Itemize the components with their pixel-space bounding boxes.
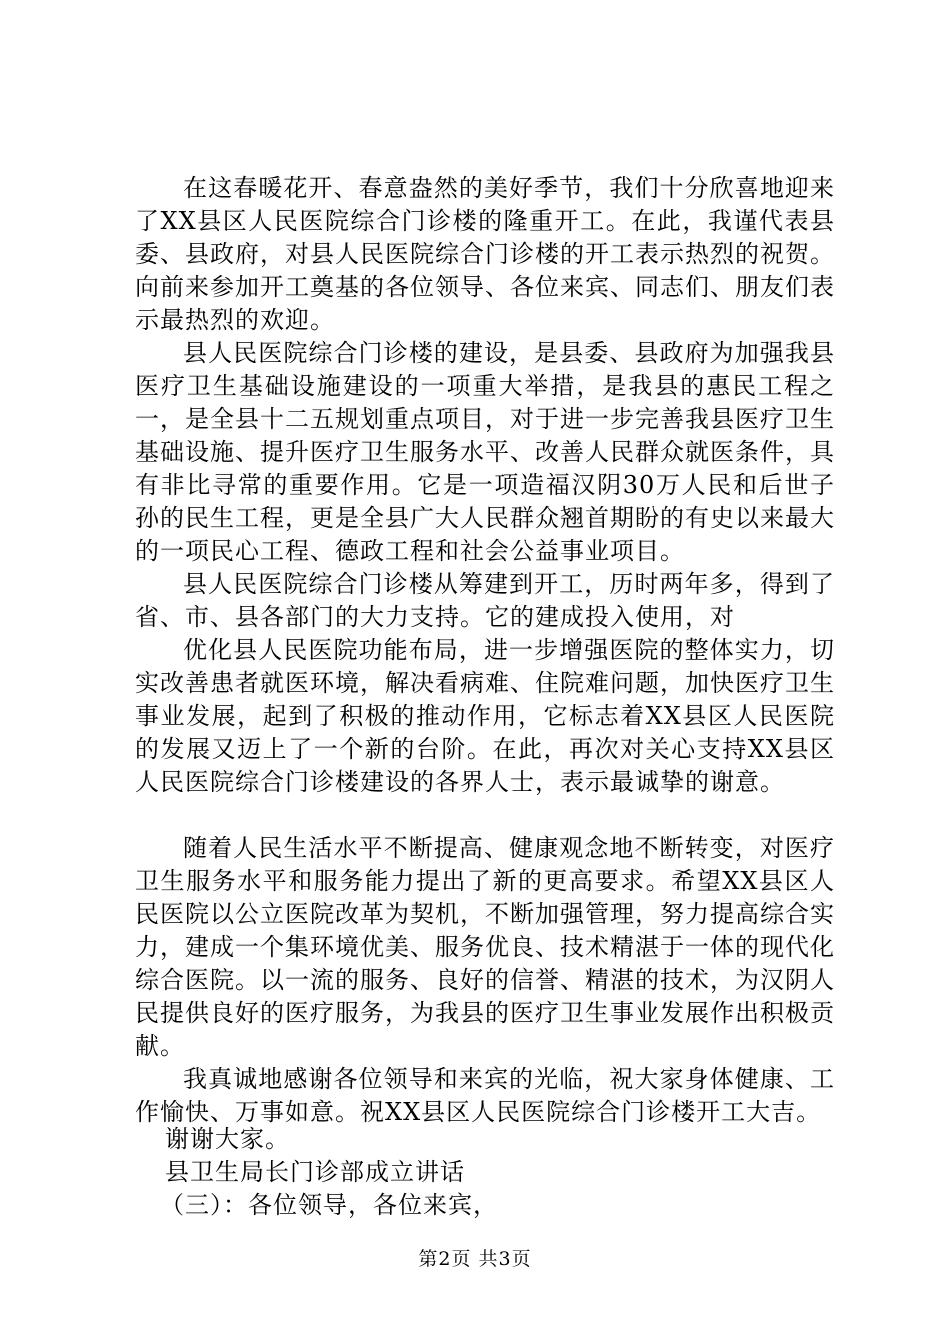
paragraph-thanks-wishes: 我真诚地感谢各位领导和来宾的光临，祝大家身体健康、工作愉快、万事如意。祝XX县区人民医院综合门诊楼开工大吉。 xyxy=(135,1065,835,1126)
paragraph-future-hopes: 随着人民生活水平不断提高、健康观念地不断转变，对医疗卫生服务水平和服务能力提出了新的更高要求。希望XX县区人民医院以公立医院改革为契机，不断加强管理，努力提高综合实力，建成一个集环境优美、服务优良、技术精湛于一体的现代化综合医院。以一流的服务、良好的信誉、精湛的技术，为汉阴人民提供良好的医疗服务，为我县的医疗卫生事业发展作出积极贡献。 xyxy=(135,834,835,1060)
page-number-footer: 第2页 共3页 xyxy=(418,1248,532,1270)
next-speech-opening: （三）：各位领导，各位来宾， xyxy=(160,1191,498,1219)
next-speech-title: 县卫生局长门诊部成立讲话 xyxy=(165,1158,465,1186)
document-body xyxy=(135,172,835,1129)
paragraph-construction-history: 县人民医院综合门诊楼从筹建到开工，历时两年多，得到了省、市、县各部门的大力支持。它的建成投入使用，对 xyxy=(135,570,835,631)
paragraph-project-significance: 县人民医院综合门诊楼的建设，是县委、县政府为加强我县医疗卫生基础设施建设的一项重大举措，是我县的惠民工程之一，是全县十二五规划重点项目，对于进一步完善我县医疗卫生基础设施、提升医疗卫生服务水平、改善人民群众就医条件，具有非比寻常的重要作用。它是一项造福汉阴30万人民和后世子孙的民生工程，更是全县广大人民群众翘首期盼的有史以来最大的一项民心工程、德政工程和社会公益事业项目。 xyxy=(135,339,835,565)
paragraph-hospital-development: 优化县人民医院功能布局，进一步增强医院的整体实力，切实改善患者就医环境，解决看病难、住院难问题，加快医疗卫生事业发展，起到了积极的推动作用，它标志着XX县区人民医院的发展又迈上了一个新的台阶。在此，再次对关心支持XX县区人民医院综合门诊楼建设的各界人士，表示最诚挚的谢意。 xyxy=(135,636,835,796)
closing-thanks: 谢谢大家。 xyxy=(165,1125,290,1153)
paragraph-opening-welcome: 在这春暖花开、春意盎然的美好季节，我们十分欣喜地迎来了XX县区人民医院综合门诊楼的隆重开工。在此，我谨代表县委、县政府，对县人民医院综合门诊楼的开工表示热烈的祝贺。向前来参加开工奠基的各位领导、各位来宾、同志们、朋友们表示最热烈的欢迎。 xyxy=(135,174,835,334)
